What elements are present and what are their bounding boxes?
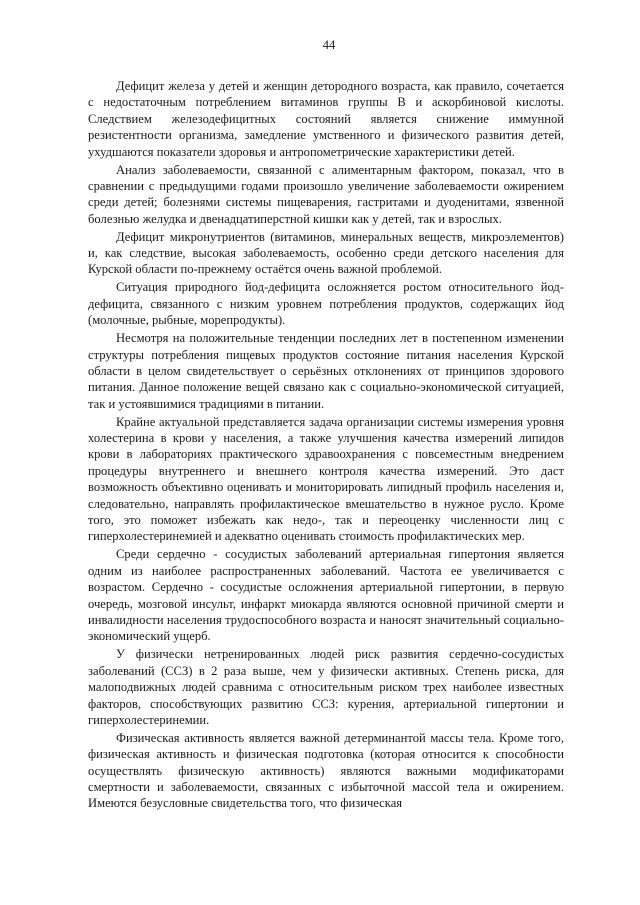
page-number: 44 (322, 38, 336, 52)
paragraph-physical-inactivity: У физически нетренированных людей риск развития сердечно-сосудистых заболеваний (ССЗ) в 2 раза выше, чем у физически активных. Степень риска, для малоподвижных людей сравнима с относительным риском трех наиболее известных факторов, способствующих развитию ССЗ: курения, артериальной гипертонии и гиперхолестеринемии. (88, 647, 564, 727)
paragraph-micronutrient-deficiency: Дефицит микронутриентов (витаминов, минеральных веществ, микроэлементов) и, как следствие, высокая заболеваемость, особенно среди детского населения для Курской области по-прежнему остаётся очень важной проблемой. (88, 229, 564, 277)
paragraph-iodine-deficiency: Ситуация природного йод-дефицита осложняется ростом относительного йод-дефицита, связанного с низким уровнем потребления продуктов, содержащих йод (молочные, рыбные, морепродукты). (88, 280, 564, 328)
paragraph-hypertension: Среди сердечно - сосудистых заболеваний артериальная гипертония является одним из наиболее распространенных заболеваний. Частота ее увеличивается с возрастом. Сердечно - сосудистые осложнения артериальной гипертонии, в первую очередь, мозговой инсульт, инфаркт миокарда являются основной причиной смерти и инвалидности населения трудоспособного возраста и наносят значительный социально-экономический ущерб. (88, 547, 564, 644)
paragraph-nutrition-trends: Несмотря на положительные тенденции последних лет в постепенном изменении структуры потребления пищевых продуктов состояние питания населения Курской области в целом свидетельствует о серьёзных отклонениях от принципов здорового питания. Данное положение вещей связано как с социально-экономической ситуацией, так и устоявшимися традициями в питании. (88, 331, 564, 411)
paragraph-cholesterol-measurement: Крайне актуальной представляется задача организации системы измерения уровня холестерина в крови у населения, а также улучшения качества измерений липидов крови в лабораториях практического здравоохранения с повсеместным внедрением процедуры внутреннего и внешнего контроля качества измерений. Это даст возможность объективно оценивать и мониторировать липидный профиль населения и, следовательно, направлять профилактическое вмешательство в нужное русло. Кроме того, это поможет избежать как недо-, так и переоценку численности лиц с гиперхолестеринемией и адекватно оценивать стоимость профилактических мер. (88, 414, 564, 544)
paragraph-iron-deficiency: Дефицит железа у детей и женщин детородного возраста, как правило, сочетается с недостаточным потреблением витаминов группы В и аскорбиновой кислоты. Следствием железодефицитных состояний является снижение иммунной резистентности организма, замедление умственного и физического развития детей, ухудшаются показатели здоровья и антропометрические характеристики детей. (88, 79, 564, 159)
paragraph-physical-activity: Физическая активность является важной детерминантой массы тела. Кроме того, физическая активность и физическая подготовка (которая относится к способности осуществлять физическую активность) являются важными модификаторами смертности и заболеваемости, связанных с избыточной массой тела и ожирением. Имеются безусловные свидетельства того, что физическая (88, 730, 564, 811)
paragraph-morbidity-analysis: Анализ заболеваемости, связанной с алиментарным фактором, показал, что в сравнении с предыдущими годами произошло увеличение заболеваемости ожирением среди детей; болезнями системы пищеварения, гастритами и дуоденитами, язвенной болезнью желудка и двенадцатиперстной кишки как у детей, так и взрослых. (88, 162, 564, 226)
